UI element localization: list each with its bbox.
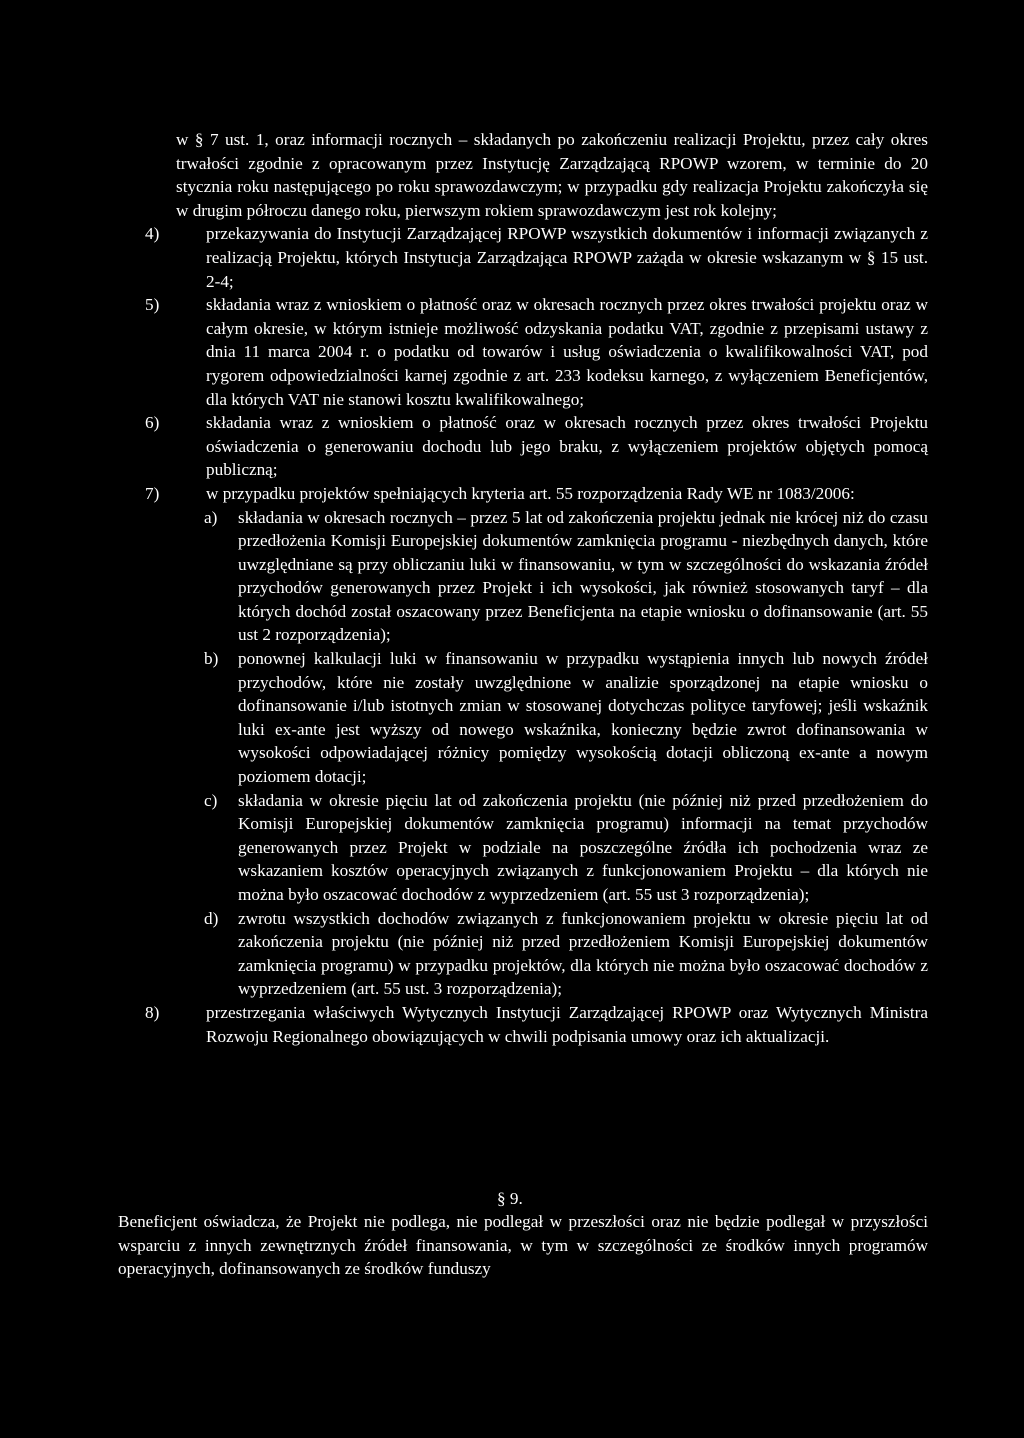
- list-item-5: [145, 293, 928, 411]
- list-item-7: [145, 482, 928, 1001]
- document-body: [145, 128, 928, 1048]
- final-paragraph: Beneficjent oświadcza, że Projekt nie podlega, nie podlegał w przeszłości oraz nie będzie podlegał w przyszłości wsparciu z innych zewnętrznych źródeł finansowania, w tym w szczególności ze środków innych programów operacyjnych, dofinansowanych ze środków funduszy: [118, 1212, 928, 1279]
- sub-item-text: zwrotu wszystkich dochodów związanych z funkcjonowaniem projektu w okresie pięciu lat od zakończenia projektu (nie później niż przed przedłożeniem Komisji Europejskiej dokumentów zamknięcia programu) w przypadku projektów, dla których nie można było oszacować dochodów z wyprzedzeniem (art. 55 ust. 3 rozporządzenia);: [238, 908, 928, 999]
- sub-item-letter: a): [204, 507, 218, 527]
- list-item-6: [145, 411, 928, 482]
- item-number: 5): [145, 295, 160, 315]
- sub-item-a: [204, 506, 928, 648]
- item-number: 7): [145, 483, 160, 503]
- sub-item-letter: d): [204, 908, 219, 928]
- item-text: przestrzegania właściwych Wytycznych Instytucji Zarządzającej RPOWP oraz Wytycznych Ministra Rozwoju Regionalnego obowiązujących w chwili podpisania umowy oraz ich aktualizacji.: [206, 1002, 928, 1046]
- item-text: składania wraz z wnioskiem o płatność oraz w okresach rocznych przez okres trwałości Projektu oświadczenia o generowaniu dochodu lub jego braku, z wyłączeniem projektów objętych pomocą publiczną;: [206, 413, 928, 480]
- sub-item-text: składania w okresie pięciu lat od zakończenia projektu (nie później niż przed przedłożeniem do Komisji Europejskiej dokumentów zamknięcia programu) informacji na temat przychodów generowanych przez Projekt w podziale na poszczególne źródła ich pochodzenia wraz ze wskazaniem kosztów operacyjnych związanych z funkcjonowaniem Projektu – dla których nie można było oszacować dochodów z wyprzedzeniem (art. 55 ust 3 rozporządzenia);: [238, 790, 928, 904]
- sub-item-c: [204, 789, 928, 907]
- item-number: 4): [145, 224, 160, 244]
- list-item-8: [145, 1001, 928, 1048]
- list-item-4: [145, 222, 928, 293]
- intro-paragraph: w § 7 ust. 1, oraz informacji rocznych – składanych po zakończeniu realizacji Projektu, przez cały okres trwałości zgodnie z opracowanym przez Instytucję Zarządzającą RPOWP wzorem, w terminie do 20 stycznia roku następującego po roku sprawozdawczym; w przypadku gdy realizacja Projektu zakończyła się w drugim półroczu danego roku, pierwszym rokiem sprawozdawczym jest rok kolejny;: [176, 130, 928, 220]
- sub-item-d: [204, 907, 928, 1001]
- item-number: 8): [145, 1002, 160, 1022]
- sub-item-b: [204, 647, 928, 789]
- section-heading: § 9.: [497, 1189, 523, 1208]
- sub-item-letter: b): [204, 649, 219, 669]
- item-text: składania wraz z wnioskiem o płatność oraz w okresach rocznych przez okres trwałości projektu oraz w całym okresie, w którym istnieje możliwość odzyskania podatku VAT, zgodnie z przepisami ustawy z dnia 11 marca 2004 r. o podatku od towarów i usług oświadczenia o kwalifikowalności VAT, pod rygorem odpowiedzialności karnej zgodnie z art. 233 kodeksu karnego, z wyłączeniem Beneficjentów, dla których VAT nie stanowi kosztu kwalifikowalnego;: [206, 295, 928, 409]
- item-number: 6): [145, 413, 160, 433]
- item-text: w przypadku projektów spełniających kryteria art. 55 rozporządzenia Rady WE nr 1083/2006:: [206, 483, 855, 503]
- sub-item-text: ponownej kalkulacji luki w finansowaniu w przypadku wystąpienia innych lub nowych źródeł przychodów, które nie zostały uwzględnione w analizie sporządzonej na etapie wniosku o dofinansowanie i/lub istotnych zmian w stosowanej dotychczas polityce taryfowej; jeśli wskaźnik luki ex-ante jest wyższy od nowego wskaźnika, konieczny będzie zwrot dofinansowania w wysokości odpowiadającej różnicy pomiędzy wysokością dotacji obliczoną ex-ante a nowym poziomem dotacji;: [238, 649, 928, 787]
- sub-item-letter: c): [204, 790, 218, 810]
- sub-item-text: składania w okresach rocznych – przez 5 lat od zakończenia projektu jednak nie krócej niż do czasu przedłożenia Komisji Europejskiej dokumentów zamknięcia programu - niezbędnych danych, które uwzględniane są przy obliczaniu luki w finansowaniu, w tym w szczególności do wskazania źródeł przychodów generowanych przez Projekt i ich wysokości, jak również stosowanych taryf – dla których dochód został oszacowany przez Beneficjenta na etapie wniosku o dofinansowanie (art. 55 ust 2 rozporządzenia);: [238, 507, 928, 645]
- item-text: przekazywania do Instytucji Zarządzającej RPOWP wszystkich dokumentów i informacji związanych z realizacją Projektu, których Instytucja Zarządzająca RPOWP zażąda w okresie wskazanym w § 15 ust. 2-4;: [206, 224, 928, 291]
